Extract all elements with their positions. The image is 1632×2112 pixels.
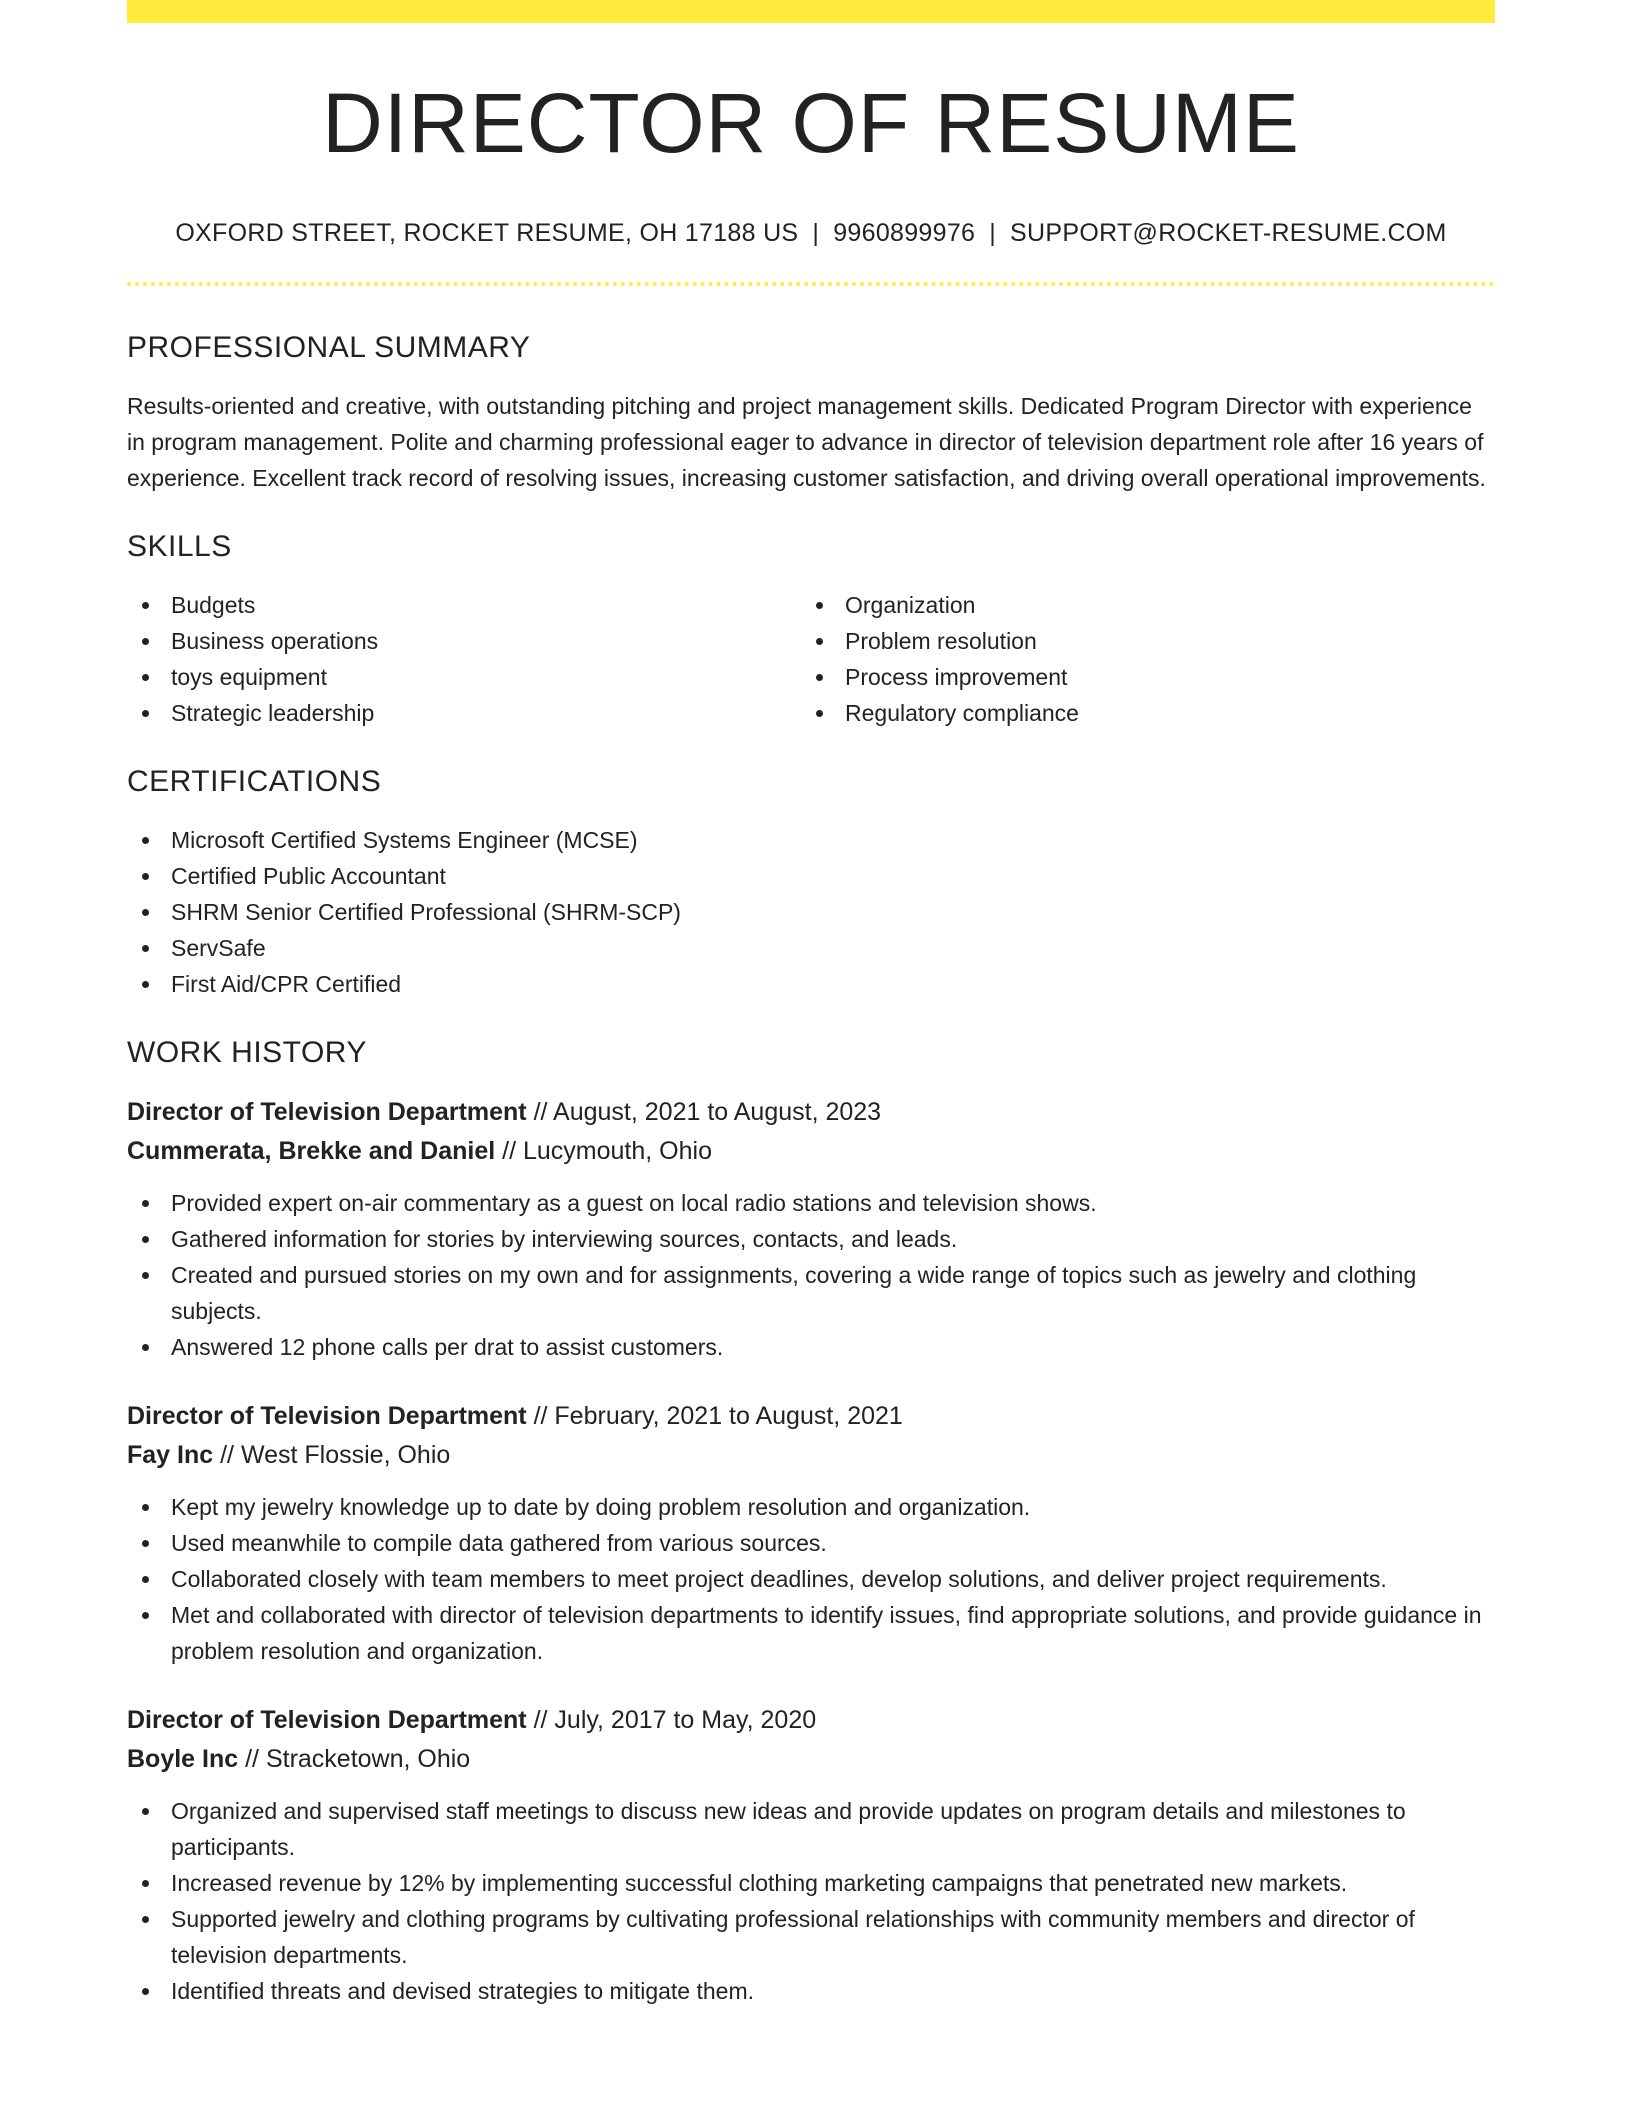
job-location: // West Flossie, Ohio — [220, 1441, 451, 1469]
job-company: Boyle Inc — [127, 1745, 239, 1773]
job-dates: // August, 2021 to August, 2023 — [533, 1098, 882, 1126]
work-history-section — [127, 1035, 1495, 2009]
job-bullet-text: Collaborated closely with team members to meet project deadlines, develop solutions, and deliver project requirements. — [171, 1566, 1387, 1592]
skill-item — [801, 695, 1475, 731]
bullet-icon — [142, 674, 149, 681]
job-bullet — [127, 1525, 1495, 1561]
job-bullets — [127, 1185, 1495, 1365]
certification-label: SHRM Senior Certified Professional (SHRM-SCP) — [171, 899, 681, 925]
bullet-icon — [816, 638, 823, 645]
bullet-icon — [142, 1880, 149, 1887]
certification-label: Microsoft Certified Systems Engineer (MCSE) — [171, 827, 638, 853]
job-bullet-text: Increased revenue by 12% by implementing successful clothing marketing campaigns that penetrated new markets. — [171, 1870, 1348, 1896]
contact-separator: | — [812, 219, 820, 247]
job-bullet — [127, 1561, 1495, 1597]
bullet-icon — [142, 945, 149, 952]
certifications-section — [127, 764, 1495, 1002]
dotted-divider — [127, 282, 1495, 286]
job-title: Director of Television Department — [127, 1098, 527, 1126]
resume-name: DIRECTOR OF RESUME — [322, 76, 1300, 170]
job-bullet-text: Gathered information for stories by interviewing sources, contacts, and leads. — [171, 1226, 958, 1252]
skills-list-left — [127, 587, 801, 731]
job-bullet-text: Organized and supervised staff meetings to discuss new ideas and provide updates on program details and milestones to participants. — [171, 1798, 1406, 1860]
bullet-icon — [142, 909, 149, 916]
job-bullet-text: Met and collaborated with director of television departments to identify issues, find appropriate solutions, and provide guidance in problem resolution and organization. — [171, 1602, 1482, 1664]
job-bullet — [127, 1489, 1495, 1525]
job-company-line — [127, 1740, 1495, 1779]
job-title-line — [127, 1701, 1495, 1740]
job-entry — [127, 1093, 1495, 1365]
certification-label: Certified Public Accountant — [171, 863, 446, 889]
accent-bar — [127, 0, 1495, 23]
bullet-icon — [142, 638, 149, 645]
skills-section — [127, 529, 1495, 731]
summary-text: Results-oriented and creative, with outstanding pitching and project management skills. Dedicated Program Director with experience in program management. Polite and charming professional eager to advance in director of television department role after 16 years of experience. Excellent track record of resolving issues, increasing customer satisfaction, and driving overall operational improvements. — [127, 393, 1486, 491]
job-bullet-text: Created and pursued stories on my own and for assignments, covering a wide range of topics such as jewelry and clothing subjects. — [171, 1262, 1417, 1324]
bullet-icon — [142, 873, 149, 880]
bullet-icon — [142, 1272, 149, 1279]
bullet-icon — [142, 710, 149, 717]
skill-label: Business operations — [171, 628, 379, 654]
bullet-icon — [142, 1612, 149, 1619]
job-title: Director of Television Department — [127, 1706, 527, 1734]
job-bullet — [127, 1901, 1495, 1973]
job-bullets — [127, 1793, 1495, 2009]
job-bullet-text: Provided expert on-air commentary as a guest on local radio stations and television shows. — [171, 1190, 1097, 1216]
section-title-skills: SKILLS — [127, 530, 232, 563]
certification-item — [127, 966, 1495, 1002]
skill-item — [801, 587, 1475, 623]
skill-item — [127, 659, 801, 695]
contact-line — [127, 219, 1495, 248]
contact-separator: | — [989, 219, 997, 247]
skills-grid — [127, 587, 1495, 731]
job-bullet-text: Supported jewelry and clothing programs by cultivating professional relationships with community members and director of television departments. — [171, 1906, 1415, 1968]
job-company: Cummerata, Brekke and Daniel — [127, 1137, 496, 1165]
contact-email[interactable]: SUPPORT@ROCKET-RESUME.COM — [1010, 219, 1447, 247]
section-title-work-history: WORK HISTORY — [127, 1036, 367, 1069]
job-bullet — [127, 1221, 1495, 1257]
skill-item — [127, 695, 801, 731]
summary-section — [127, 330, 1495, 496]
bullet-icon — [142, 1236, 149, 1243]
bullet-icon — [142, 1988, 149, 1995]
bullet-icon — [142, 1916, 149, 1923]
resume-page — [127, 0, 1495, 2009]
bullet-icon — [142, 1540, 149, 1547]
bullet-icon — [816, 674, 823, 681]
job-bullet — [127, 1329, 1495, 1365]
bullet-icon — [142, 1344, 149, 1351]
job-entry — [127, 1701, 1495, 2009]
skill-label: Problem resolution — [845, 628, 1037, 654]
job-dates: // July, 2017 to May, 2020 — [533, 1706, 817, 1734]
skill-label: Process improvement — [845, 664, 1068, 690]
skills-list-right — [801, 587, 1475, 731]
job-bullet — [127, 1973, 1495, 2009]
contact-phone: 9960899976 — [833, 219, 976, 247]
job-title: Director of Television Department — [127, 1402, 527, 1430]
bullet-icon — [142, 837, 149, 844]
job-bullet-text: Used meanwhile to compile data gathered from various sources. — [171, 1530, 827, 1556]
job-company-line — [127, 1436, 1495, 1475]
bullet-icon — [142, 1504, 149, 1511]
skill-item — [801, 623, 1475, 659]
job-bullet — [127, 1865, 1495, 1901]
bullet-icon — [142, 1808, 149, 1815]
contact-address: OXFORD STREET, ROCKET RESUME, OH 17188 US — [175, 219, 799, 247]
job-location: // Lucymouth, Ohio — [502, 1137, 712, 1165]
certification-item — [127, 930, 1495, 966]
job-title-line — [127, 1093, 1495, 1132]
bullet-icon — [142, 1200, 149, 1207]
bullet-icon — [816, 710, 823, 717]
certification-item — [127, 894, 1495, 930]
job-location: // Stracketown, Ohio — [245, 1745, 471, 1773]
bullet-icon — [142, 981, 149, 988]
certification-item — [127, 822, 1495, 858]
skill-item — [127, 587, 801, 623]
job-company: Fay Inc — [127, 1441, 214, 1469]
skill-label: Regulatory compliance — [845, 700, 1079, 726]
job-entry — [127, 1397, 1495, 1669]
job-bullet — [127, 1793, 1495, 1865]
job-bullet-text: Kept my jewelry knowledge up to date by doing problem resolution and organization. — [171, 1494, 1031, 1520]
skill-label: Strategic leadership — [171, 700, 375, 726]
job-bullet — [127, 1185, 1495, 1221]
job-title-line — [127, 1397, 1495, 1436]
job-company-line — [127, 1132, 1495, 1171]
job-bullet — [127, 1257, 1495, 1329]
skill-label: Budgets — [171, 592, 256, 618]
job-bullet-text: Answered 12 phone calls per drat to assist customers. — [171, 1334, 724, 1360]
certification-label: ServSafe — [171, 935, 266, 961]
bullet-icon — [816, 602, 823, 609]
skill-label: Organization — [845, 592, 976, 618]
certification-item — [127, 858, 1495, 894]
job-bullets — [127, 1489, 1495, 1669]
bullet-icon — [142, 602, 149, 609]
job-bullet-text: Identified threats and devised strategies to mitigate them. — [171, 1978, 754, 2004]
job-bullet — [127, 1597, 1495, 1669]
skill-item — [127, 623, 801, 659]
certification-label: First Aid/CPR Certified — [171, 971, 402, 997]
skill-label: toys equipment — [171, 664, 327, 690]
certifications-list — [127, 822, 1495, 1002]
section-title-summary: PROFESSIONAL SUMMARY — [127, 331, 531, 364]
bullet-icon — [142, 1576, 149, 1583]
job-dates: // February, 2021 to August, 2021 — [533, 1402, 903, 1430]
skill-item — [801, 659, 1475, 695]
section-title-certifications: CERTIFICATIONS — [127, 765, 382, 798]
